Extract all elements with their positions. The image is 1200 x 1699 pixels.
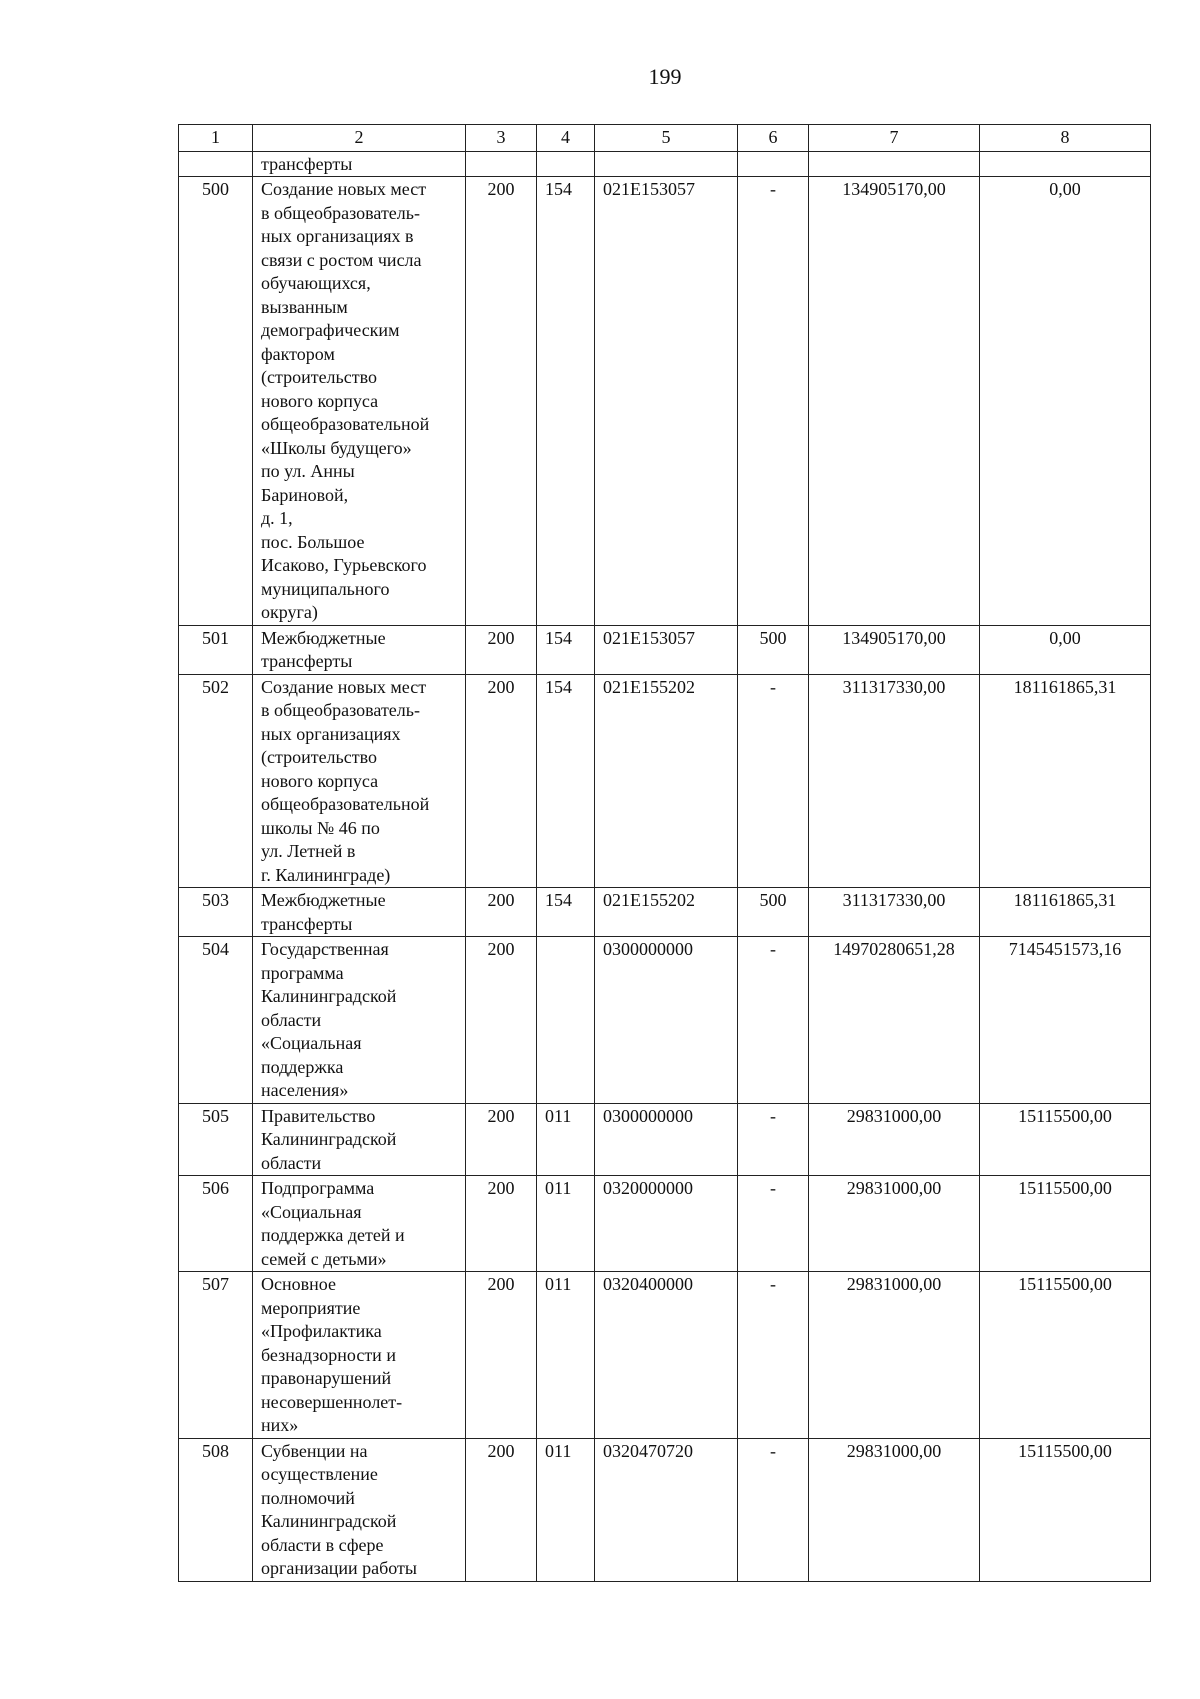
amount-7-cell: 29831000,00 bbox=[809, 1176, 980, 1272]
amount-7-cell: 134905170,00 bbox=[809, 177, 980, 626]
table-row bbox=[179, 1176, 1151, 1272]
code-6-cell: - bbox=[738, 1176, 809, 1272]
table-row bbox=[179, 888, 1151, 937]
code-6-cell: - bbox=[738, 1103, 809, 1176]
code-5-cell: 021E155202 bbox=[595, 674, 738, 888]
amount-7-cell: 311317330,00 bbox=[809, 888, 980, 937]
code-6-cell: 500 bbox=[738, 625, 809, 674]
code-3-cell: 200 bbox=[466, 1272, 537, 1439]
code-4-cell: 011 bbox=[537, 1272, 595, 1439]
code-6-cell: - bbox=[738, 1438, 809, 1581]
row-name-cell: Создание новых мест в общеобразователь- ных организациях (строительство нового корпуса общеобразовательной школы № 46 по ул. Летней в г. Калининграде) bbox=[253, 674, 466, 888]
code-4-cell: 154 bbox=[537, 888, 595, 937]
table-row bbox=[179, 1103, 1151, 1176]
row-name-cell: Основное мероприятие «Профилактика безнадзорности и правонарушений несовершеннолет- них» bbox=[253, 1272, 466, 1439]
column-header: 4 bbox=[537, 125, 595, 152]
table-body bbox=[179, 151, 1151, 1581]
column-header: 5 bbox=[595, 125, 738, 152]
row-number-cell bbox=[179, 151, 253, 177]
row-name-cell: Межбюджетные трансферты bbox=[253, 625, 466, 674]
amount-7-cell: 134905170,00 bbox=[809, 625, 980, 674]
table-cell bbox=[595, 151, 738, 177]
code-3-cell: 200 bbox=[466, 1438, 537, 1581]
code-4-cell: 011 bbox=[537, 1438, 595, 1581]
page-number: 199 bbox=[648, 64, 682, 89]
code-5-cell: 0320470720 bbox=[595, 1438, 738, 1581]
table-cell bbox=[809, 151, 980, 177]
row-number-cell: 508 bbox=[179, 1438, 253, 1581]
row-name-cell: Подпрограмма «Социальная поддержка детей и семей с детьми» bbox=[253, 1176, 466, 1272]
code-4-cell: 011 bbox=[537, 1103, 595, 1176]
code-4-cell bbox=[537, 937, 595, 1104]
row-number-cell: 501 bbox=[179, 625, 253, 674]
column-header: 2 bbox=[253, 125, 466, 152]
code-6-cell: - bbox=[738, 937, 809, 1104]
row-number-cell: 504 bbox=[179, 937, 253, 1104]
code-5-cell: 0300000000 bbox=[595, 937, 738, 1104]
amount-8-cell: 0,00 bbox=[980, 177, 1151, 626]
code-6-cell: - bbox=[738, 674, 809, 888]
amount-7-cell: 311317330,00 bbox=[809, 674, 980, 888]
code-5-cell: 021E153057 bbox=[595, 177, 738, 626]
amount-8-cell: 15115500,00 bbox=[980, 1272, 1151, 1439]
table-row bbox=[179, 625, 1151, 674]
column-header: 3 bbox=[466, 125, 537, 152]
row-name-cell: Межбюджетные трансферты bbox=[253, 888, 466, 937]
table-cell bbox=[980, 151, 1151, 177]
code-4-cell: 011 bbox=[537, 1176, 595, 1272]
code-4-cell: 154 bbox=[537, 674, 595, 888]
code-3-cell: 200 bbox=[466, 625, 537, 674]
code-5-cell: 021E155202 bbox=[595, 888, 738, 937]
table-cell bbox=[738, 151, 809, 177]
code-6-cell: - bbox=[738, 177, 809, 626]
table-row bbox=[179, 1438, 1151, 1581]
row-number-cell: 506 bbox=[179, 1176, 253, 1272]
code-6-cell: - bbox=[738, 1272, 809, 1439]
table-cell bbox=[537, 151, 595, 177]
code-5-cell: 0320400000 bbox=[595, 1272, 738, 1439]
amount-8-cell: 15115500,00 bbox=[980, 1176, 1151, 1272]
code-3-cell: 200 bbox=[466, 177, 537, 626]
table-row bbox=[179, 937, 1151, 1104]
code-5-cell: 021E153057 bbox=[595, 625, 738, 674]
code-4-cell: 154 bbox=[537, 625, 595, 674]
column-header: 1 bbox=[179, 125, 253, 152]
amount-8-cell: 181161865,31 bbox=[980, 674, 1151, 888]
table-cell bbox=[466, 151, 537, 177]
amount-7-cell: 29831000,00 bbox=[809, 1103, 980, 1176]
row-name-cell: Создание новых мест в общеобразователь- ных организациях в связи с ростом числа обучающихся, вызванным демографическим фактором (строительство нового корпуса общеобразовательной «Школы будущего» по ул. Анны Бариновой, д. 1, пос. Большое Исаково, Гурьевского муниципального округа) bbox=[253, 177, 466, 626]
amount-8-cell: 0,00 bbox=[980, 625, 1151, 674]
row-name-cell: Субвенции на осуществление полномочий Калининградской области в сфере организации работы bbox=[253, 1438, 466, 1581]
row-name-cell: трансферты bbox=[253, 151, 466, 177]
column-header: 8 bbox=[980, 125, 1151, 152]
table-row bbox=[179, 177, 1151, 626]
code-6-cell: 500 bbox=[738, 888, 809, 937]
table-row bbox=[179, 1272, 1151, 1439]
row-number-cell: 507 bbox=[179, 1272, 253, 1439]
amount-8-cell: 181161865,31 bbox=[980, 888, 1151, 937]
amount-7-cell: 29831000,00 bbox=[809, 1438, 980, 1581]
code-3-cell: 200 bbox=[466, 888, 537, 937]
code-5-cell: 0300000000 bbox=[595, 1103, 738, 1176]
row-name-cell: Правительство Калининградской области bbox=[253, 1103, 466, 1176]
column-header: 6 bbox=[738, 125, 809, 152]
row-name-cell: Государственная программа Калининградской области «Социальная поддержка населения» bbox=[253, 937, 466, 1104]
amount-8-cell: 7145451573,16 bbox=[980, 937, 1151, 1104]
code-3-cell: 200 bbox=[466, 674, 537, 888]
amount-7-cell: 14970280651,28 bbox=[809, 937, 980, 1104]
row-number-cell: 505 bbox=[179, 1103, 253, 1176]
amount-8-cell: 15115500,00 bbox=[980, 1438, 1151, 1581]
row-number-cell: 500 bbox=[179, 177, 253, 626]
budget-table bbox=[178, 124, 1151, 1582]
amount-7-cell: 29831000,00 bbox=[809, 1272, 980, 1439]
column-header: 7 bbox=[809, 125, 980, 152]
amount-8-cell: 15115500,00 bbox=[980, 1103, 1151, 1176]
code-5-cell: 0320000000 bbox=[595, 1176, 738, 1272]
code-4-cell: 154 bbox=[537, 177, 595, 626]
continuation-row bbox=[179, 151, 1151, 177]
row-number-cell: 502 bbox=[179, 674, 253, 888]
column-number-header-row bbox=[179, 125, 1151, 152]
row-number-cell: 503 bbox=[179, 888, 253, 937]
code-3-cell: 200 bbox=[466, 1103, 537, 1176]
code-3-cell: 200 bbox=[466, 1176, 537, 1272]
table-row bbox=[179, 674, 1151, 888]
code-3-cell: 200 bbox=[466, 937, 537, 1104]
